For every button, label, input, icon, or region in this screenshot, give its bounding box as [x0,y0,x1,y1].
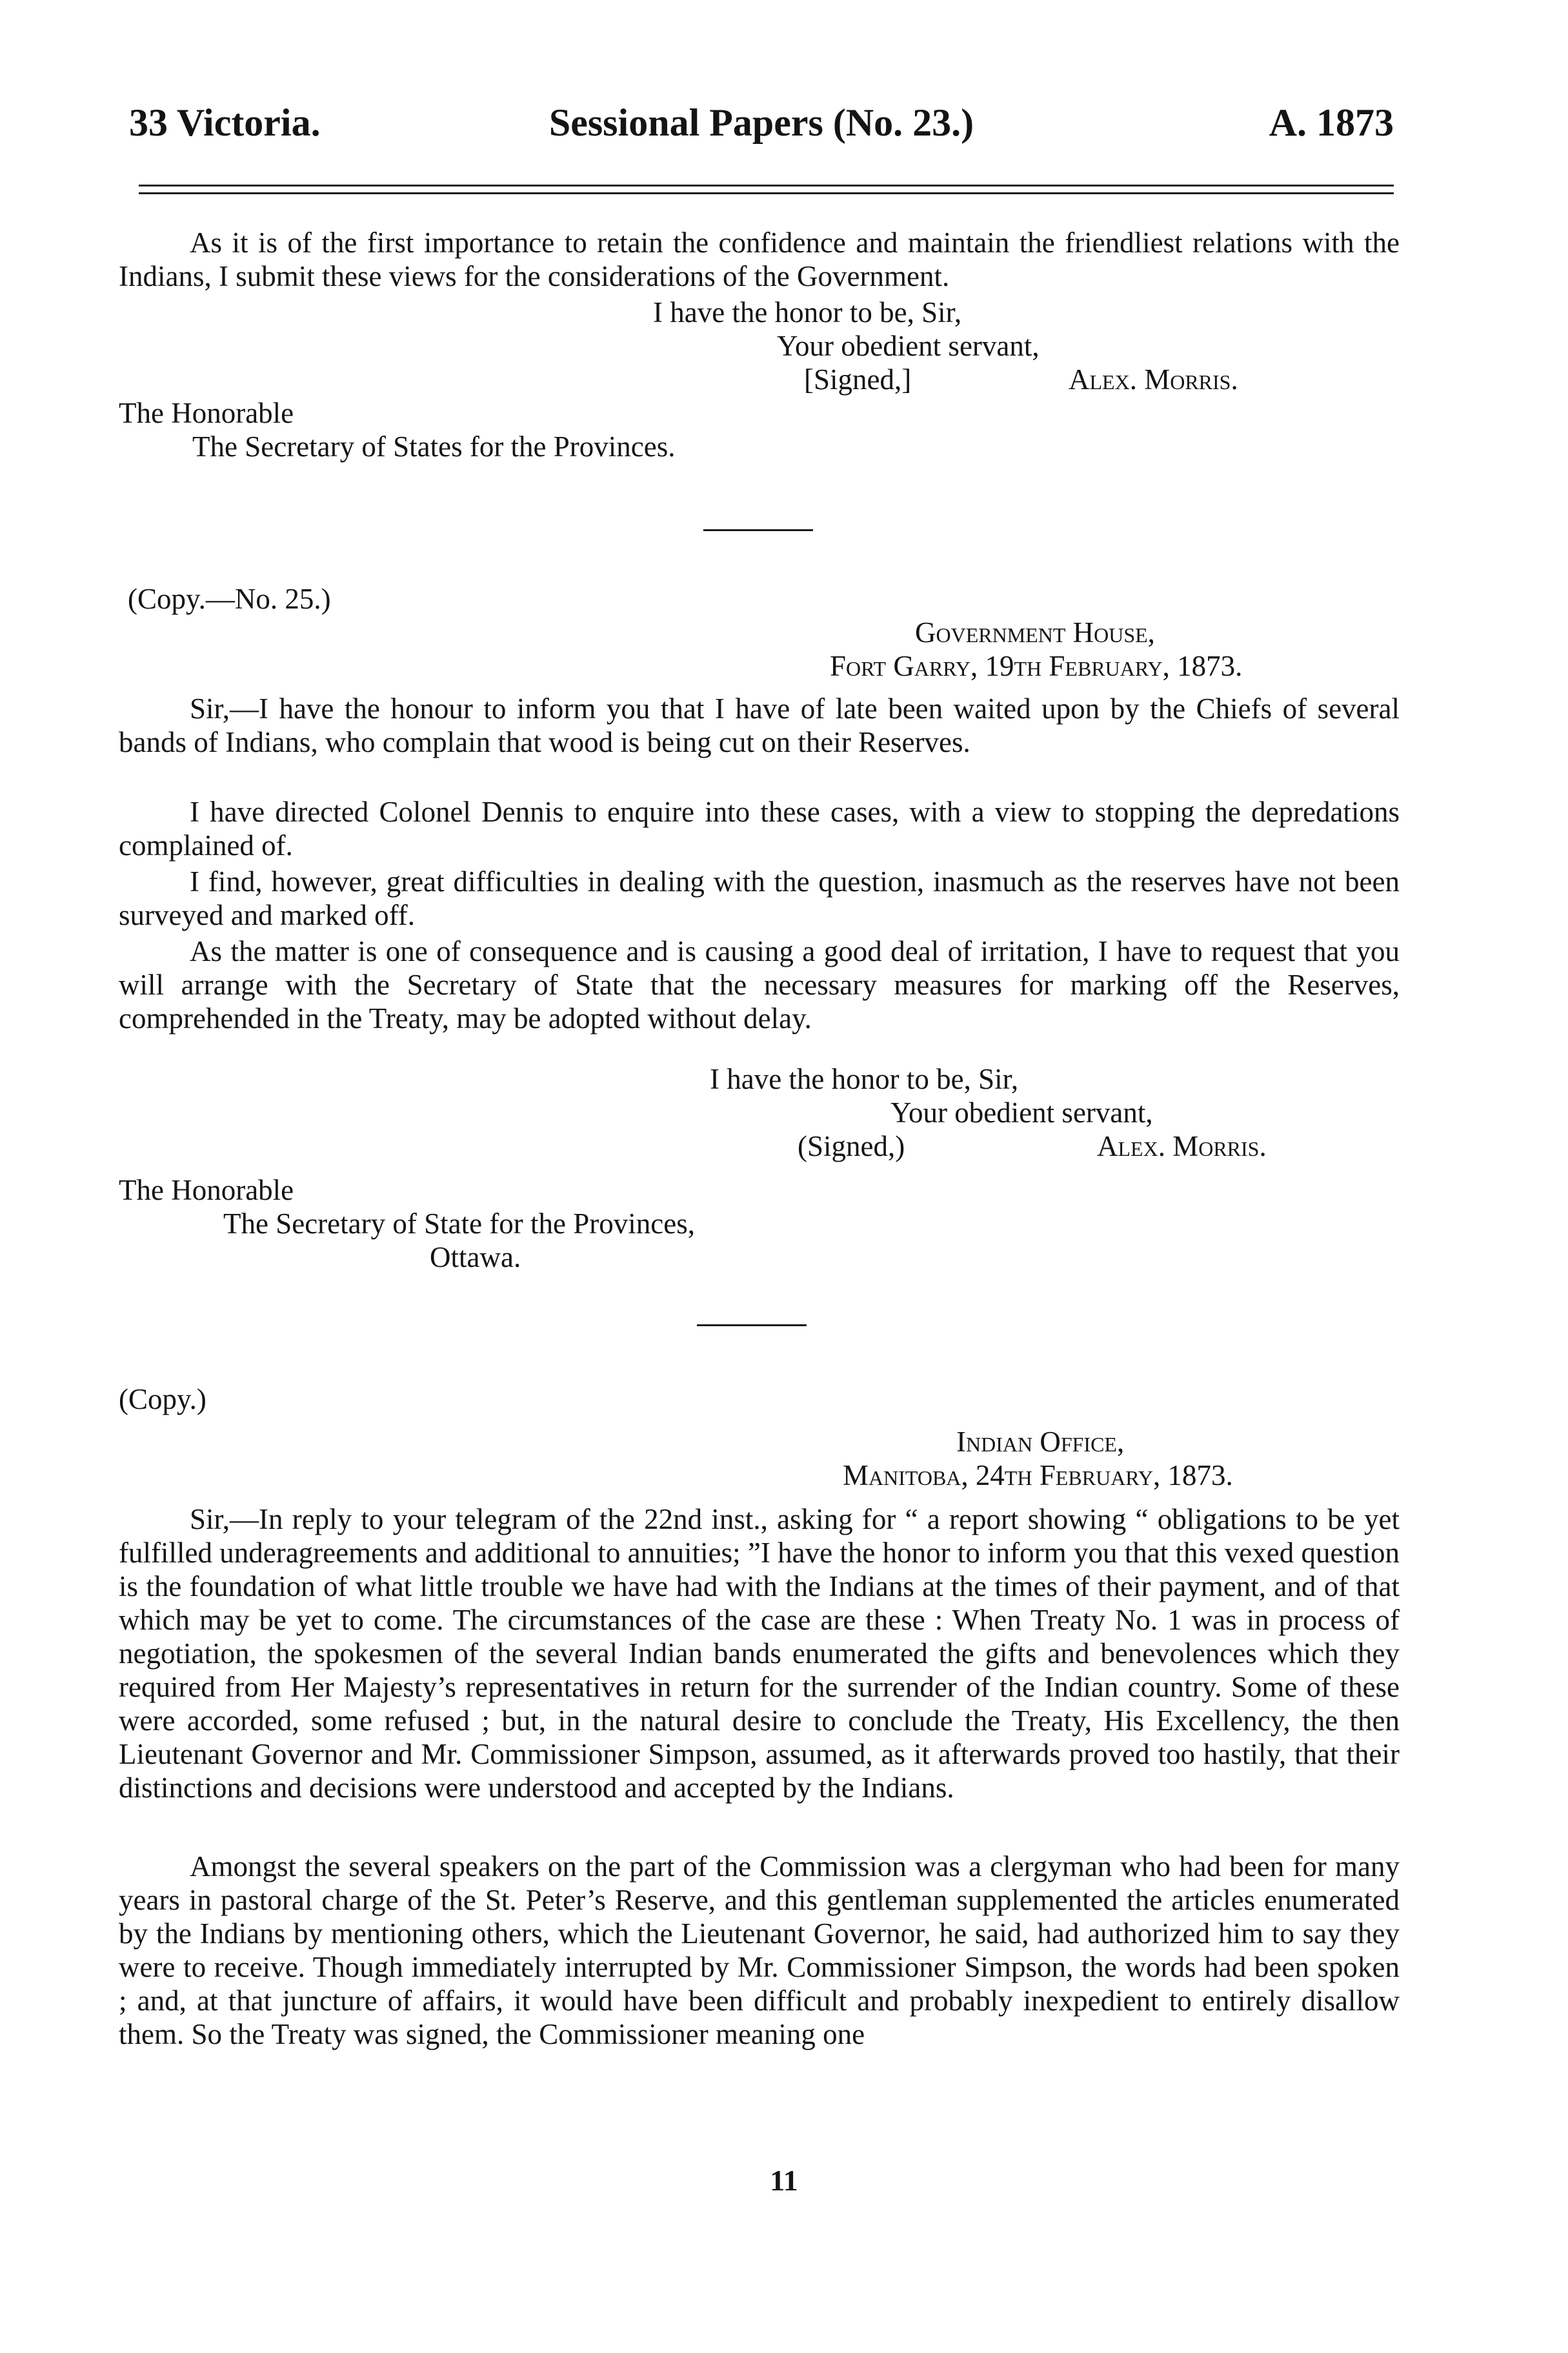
letter1-closing: I have the honor to be, Sir, [653,296,962,328]
letter2-copy-label: (Copy.—No. 25.) [128,583,331,615]
letter1-signer: Alex. Morris. [1069,363,1238,396]
letter2-signed: (Signed,) [798,1130,905,1162]
header-rule-bottom [139,192,1394,194]
letter3-place-date [843,1459,1233,1492]
letter2-paragraph-3: I find, however, great difficulties in dealing with the question, inasmuch as the reserves have not been surveyed and marked off. [119,865,1400,931]
letter3-copy-label: (Copy.) [119,1383,206,1415]
header-title: Sessional Papers (No. 23.) [548,101,974,144]
running-header [129,97,1394,155]
letter2-paragraph-4: As the matter is one of consequence and is causing a good deal of irritation, I have to request that you will arrange with the Secretary of State that the necessary measures for marking off the Reserves, comprehended in the Treaty, may be adopted without delay. [119,935,1400,1035]
letter3-place: Indian Office, [956,1426,1125,1458]
letter3-place-date-text: Manitoba, 24th February, 1873. [843,1459,1233,1491]
letter2-place-date [830,649,1242,683]
letter1-addressee: The Honorable [119,397,294,429]
letter1-signed: [Signed,] [804,363,912,396]
header-rule-top [139,185,1394,187]
letter2-addressee-city: Ottawa. [430,1241,521,1273]
letter2-closing: I have the honor to be, Sir, [710,1063,1019,1095]
letter2-servant: Your obedient servant, [890,1096,1153,1129]
header-session: 33 Victoria. [129,101,321,144]
letter2-addressee-title: The Secretary of State for the Provinces, [223,1207,695,1240]
letter1-paragraph: As it is of the first importance to retain the confidence and maintain the friendliest relations with the Indians, I submit these views for the considerations of the Government. [119,227,1400,292]
header-year: A. 1873 [1269,101,1394,144]
letter2-paragraph-1: Sir,—I have the honour to inform you that I have of late been waited upon by the Chiefs of several bands of Indians, who complain that wood is being cut on their Reserves. [119,692,1400,758]
section-divider-2 [697,1324,807,1326]
letter2-paragraph-2: I have directed Colonel Dennis to enquire into these cases, with a view to stopping the depredations complained of. [119,796,1400,862]
letter1-addressee-title: The Secretary of States for the Provinces. [192,430,676,463]
letter2-signer: Alex. Morris. [1097,1130,1267,1162]
letter2-place-date-text: Fort Garry, 19th February, 1873. [830,650,1243,682]
letter2-addressee: The Honorable [119,1174,294,1206]
page-number: 11 [770,2164,798,2197]
letter2-place: Government House, [915,616,1155,649]
letter3-paragraph-2: Amongst the several speakers on the part of the Commission was a clergyman who had been for many years in pastoral charge of the St. Peter’s Reserve, and this gentleman supplemented the articles enumerated by the Indians by mentioning others, which the Lieutenant Governor, he said, had authorized him to say they were to receive. Though immediately interrupted by Mr. Commissioner Simpson, the words had been spoken ; and, at that juncture of affairs, it would have been difficult and probably inexpedient to entirely disallow them. So the Treaty was signed, the Commissioner meaning one [119,1850,1400,2050]
letter3-paragraph-1: Sir,—In reply to your telegram of the 22nd inst., asking for “ a report showing “ obligations to be yet fulfilled underagreements and additional to annuities; ”I have the honor to inform you that this vexed question is the foundation of what little trouble we have had with the Indians at the times of their payment, and of that which may be yet to come. The circumstances of the case are these : When Treaty No. 1 was in process of negotiation, the spokesmen of the several Indian bands enumerated the gifts and benevolences which they required from Her Majesty’s representatives in return for the surrender of the Indian country. Some of these were accorded, some refused ; but, in the natural desire to conclude the Treaty, His Excellency, the then Lieutenant Governor and Mr. Commissioner Simpson, assumed, as it afterwards proved too hastily, that their distinctions and decisions were understood and accepted by the Indians. [119,1503,1400,1804]
section-divider [703,529,813,531]
letter1-servant: Your obedient servant, [777,330,1040,362]
